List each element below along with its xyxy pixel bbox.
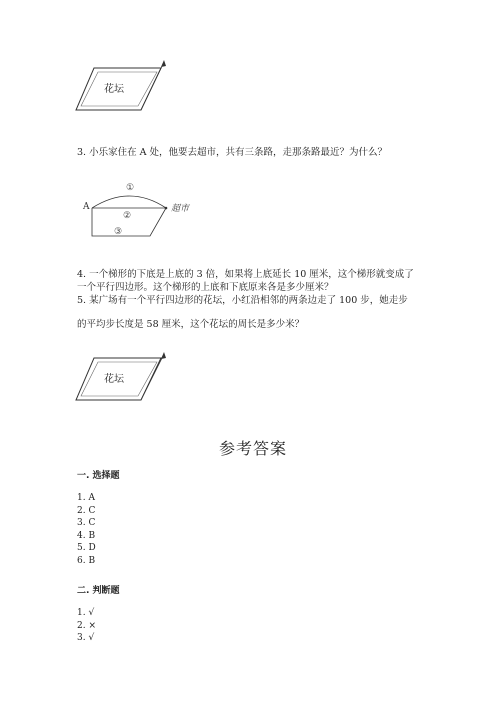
question-3-text: 3. 小乐家住在 A 处，他要去超市，共有三条路，走那条路最近？为什么？: [77, 147, 387, 158]
answer-item: 5. D: [77, 543, 96, 553]
answer-item: 2. ×: [77, 620, 96, 631]
answer-item: 2. C: [77, 505, 96, 516]
answer-key-title: 参考答案: [219, 439, 288, 458]
route-3-label: ③: [114, 227, 123, 237]
question-5-line-1: 5. 某广场有一个平行四边形的花坛，小红沿相邻的两条边走了 100 步，她走步: [77, 295, 408, 306]
flower-bed-label: 花坛: [104, 374, 124, 385]
direction-arrow-line: [141, 354, 164, 400]
arrow-head-icon: [161, 60, 166, 67]
route-2-label: ②: [123, 211, 132, 221]
route-1-path: [92, 196, 166, 208]
section-1-answers: [77, 492, 96, 567]
point-a-label: A: [83, 202, 90, 212]
flower-bed-figure-top: [70, 58, 170, 116]
question-4-line-2: 一个平行四边形。这个梯形的上底和下底原来各是多少厘米？: [77, 282, 334, 293]
route-figure: [80, 176, 230, 242]
route-1-label: ①: [126, 183, 135, 193]
section-2-heading: 二. 判断题: [77, 586, 120, 596]
question-5-line-2: 的平均步长度是 58 厘米，这个花坛的周长是多少米？: [77, 319, 305, 330]
answer-item: 1. A: [77, 493, 95, 503]
answer-item: 3. √: [77, 633, 95, 643]
answer-item: 1. √: [77, 608, 95, 618]
answer-item: 4. B: [77, 530, 96, 541]
section-2-answers: [77, 607, 96, 645]
flower-bed-figure-bottom: [70, 352, 170, 410]
arrow-head-icon: [161, 352, 166, 359]
answer-item: 3. C: [77, 518, 96, 528]
question-4-line-1: 4. 一个梯形的下底是上底的 3 倍，如果将上底延长 10 厘米，这个梯形就变成了: [77, 269, 414, 280]
section-1-heading: 一. 选择题: [77, 471, 120, 481]
answer-item: 6. B: [77, 555, 96, 566]
direction-arrow-line: [141, 62, 164, 110]
flower-bed-label: 花坛: [104, 84, 124, 95]
supermarket-label: 超市: [171, 204, 190, 214]
